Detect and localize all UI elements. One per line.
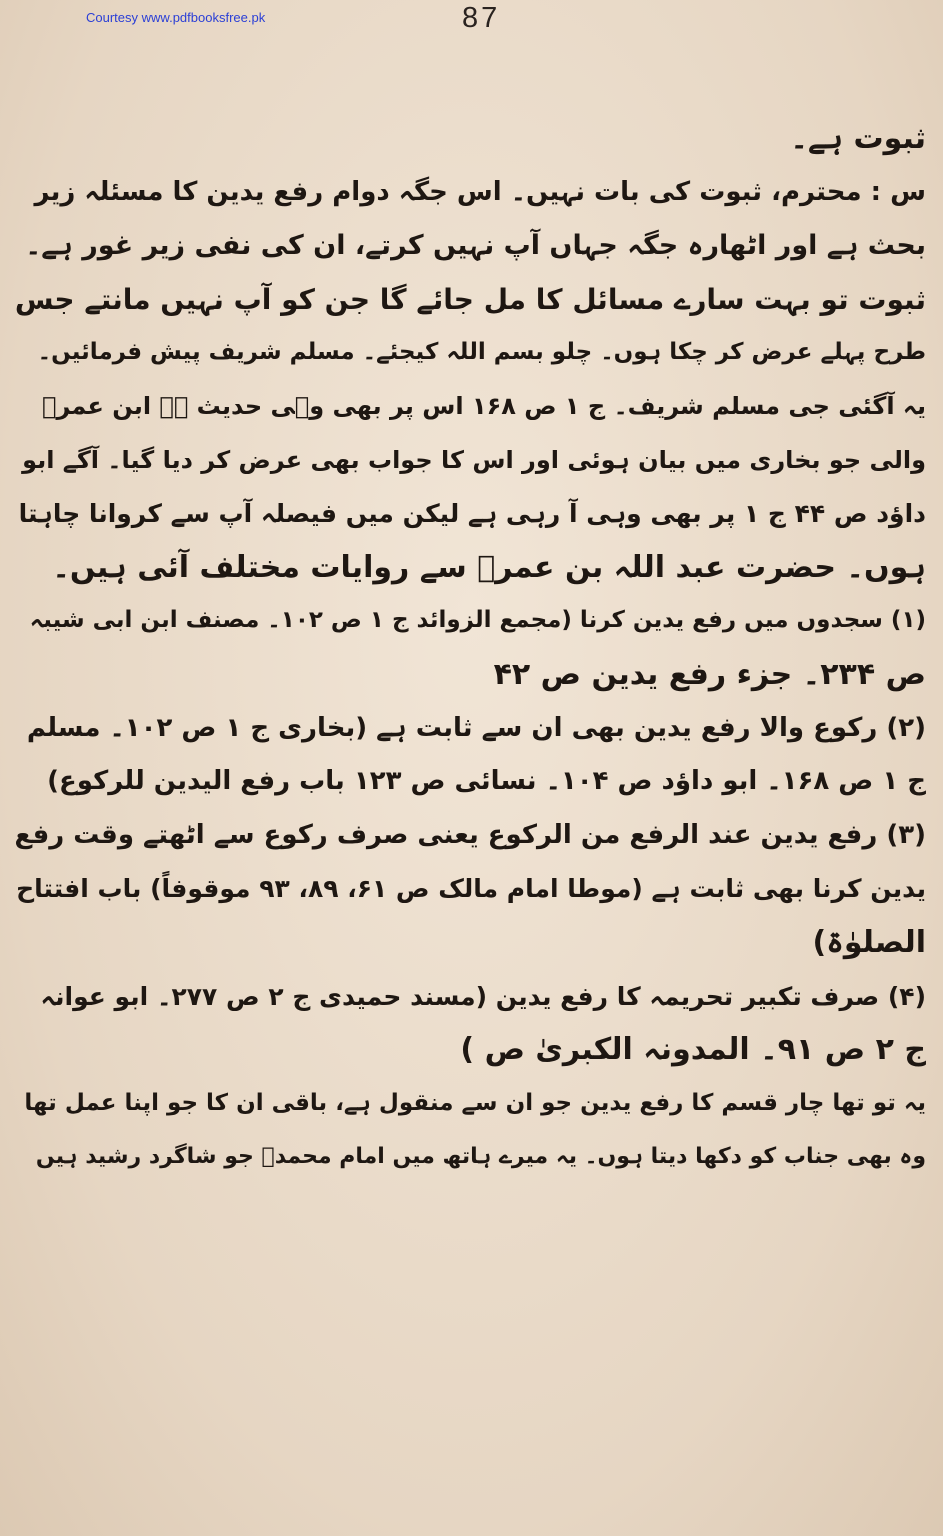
text-line: ثبوت تو بہت سارے مسائل کا مل جائے گا جن کو آپ نہیں مانتے جس xyxy=(14,282,926,316)
text-line: ہوں۔ حضرت عبد اللہ بن عمرؓ سے روایات مختلف آئی ہیں۔ xyxy=(52,549,926,585)
text-line: وہ بھی جناب کو دکھا دیتا ہوں۔ یہ میرے ہاتھ میں امام محمدؒ جو شاگرد رشید ہیں xyxy=(35,1144,926,1170)
text-line: (۴) صرف تکبیر تحریمہ کا رفع یدین (مسند حمیدی ج ۲ ص ۲۷۷۔ ابو عوانہ xyxy=(40,981,926,1011)
text-line: طرح پہلے عرض کر چکا ہوں۔ چلو بسم اللہ کیجئے۔ مسلم شریف پیش فرمائیں۔ xyxy=(37,339,926,366)
text-line: (۲) رکوع والا رفع یدین بھی ان سے ثابت ہے (بخاری ج ۱ ص ۱۰۲۔ مسلم xyxy=(26,712,926,743)
page-number: 87 xyxy=(462,2,501,34)
text-line: الصلوٰۃ) xyxy=(812,924,926,960)
text-line: والی جو بخاری میں بیان ہوئی اور اس کا جواب بھی عرض کر دیا گیا۔ آگے ابو xyxy=(22,445,926,474)
text-line: (۱) سجدوں میں رفع یدین کرنا (مجمع الزوائد ج ۱ ص ۱۰۲۔ مصنف ابن ابی شیبہ xyxy=(29,607,926,634)
text-line: یہ آگئی جی مسلم شریف۔ ج ۱ ص ۱۶۸ اس پر بھی وہی حدیث ہے ابن عمرؓ xyxy=(42,391,926,420)
courtesy-watermark: Courtesy www.pdfbooksfree.pk xyxy=(86,10,266,25)
text-line: ج ۲ ص ۹۱۔ المدونہ الکبریٰ ص ) xyxy=(460,1032,926,1068)
text-line: داؤد ص ۴۴ ج ۱ پر بھی وہی آ رہی ہے لیکن میں فیصلہ آپ سے کروانا چاہتا xyxy=(18,499,926,529)
text-line: ثبوت ہے۔ xyxy=(790,121,926,156)
text-line: یہ تو تھا چار قسم کا رفع یدین جو ان سے منقول ہے، باقی ان کا جو اپنا عمل تھا xyxy=(24,1089,926,1116)
urdu-text-body xyxy=(14,112,926,1184)
text-line: ص ۲۳۴۔ جزء رفع یدین ص ۴۲ xyxy=(493,656,926,692)
text-line: یدین کرنا بھی ثابت ہے (موطا امام مالک ص ۶۱، ۸۹، ۹۳ موقوفاً) باب افتتاح xyxy=(16,874,926,904)
text-line: (۳) رفع یدین عند الرفع من الرکوع یعنی صرف رکوع سے اٹھتے وقت رفع xyxy=(14,819,926,850)
text-line: بحث ہے اور اٹھارہ جگہ جہاں آپ نہیں کرتے، ان کی نفی زیر غور ہے۔ xyxy=(25,230,926,262)
text-line: ج ۱ ص ۱۶۸۔ ابو داؤد ص ۱۰۴۔ نسائی ص ۱۲۳ باب رفع الیدین للرکوع) xyxy=(47,766,926,797)
text-line: س : محترم، ثبوت کی بات نہیں۔ اس جگہ دوام رفع یدین کا مسئلہ زیر xyxy=(34,176,926,207)
